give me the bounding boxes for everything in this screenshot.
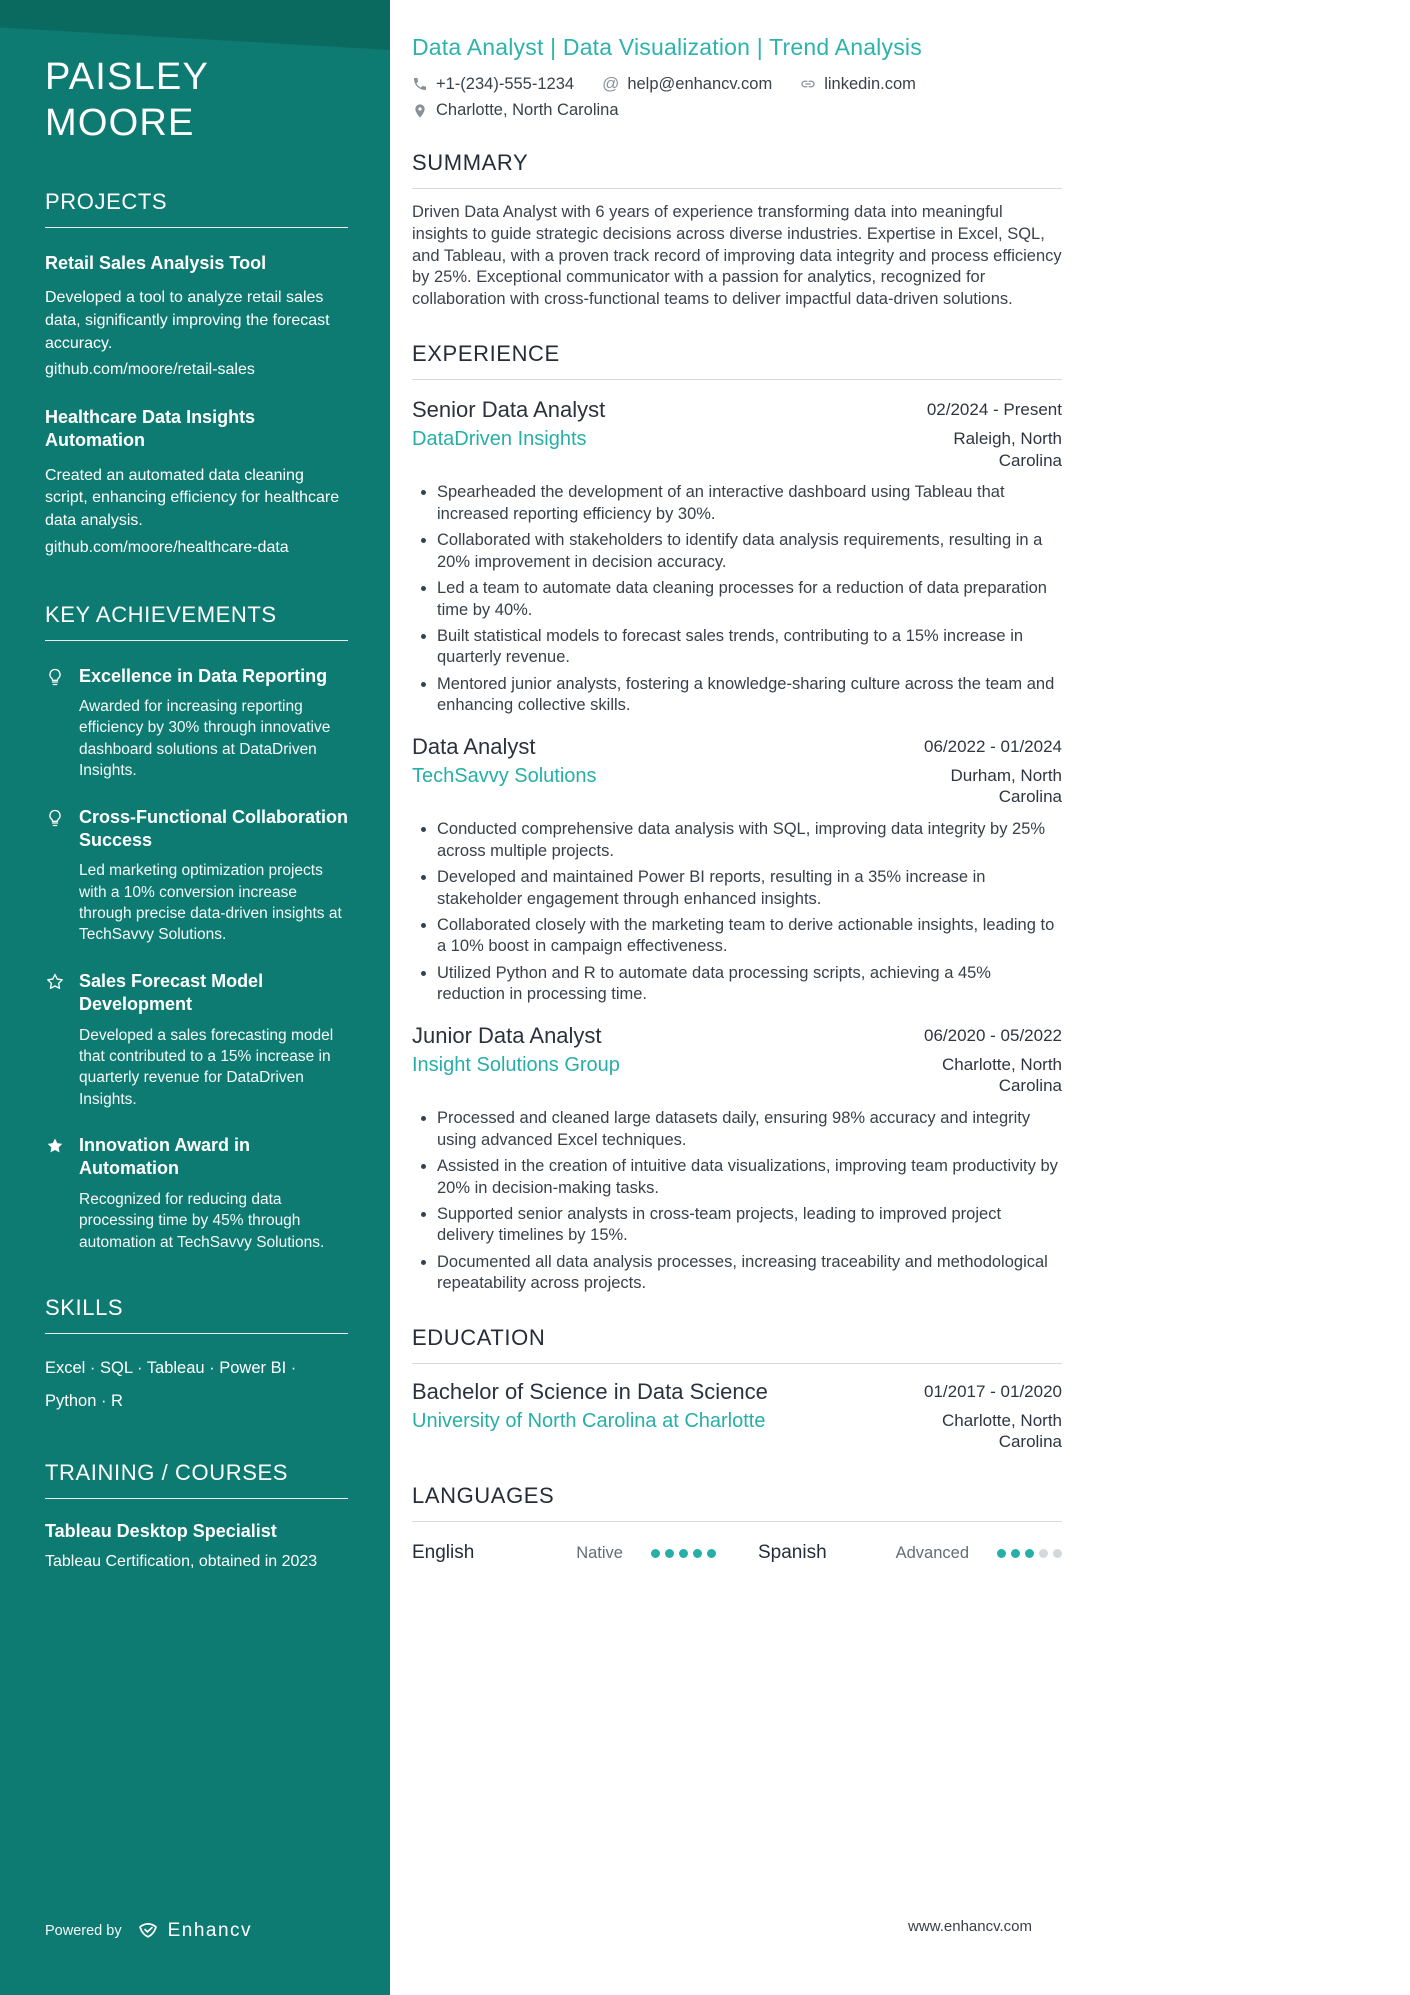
job-bullet: • Documented all data analysis processes, increasing traceability and methodological repeatability across projects.	[437, 1252, 1062, 1295]
education-section	[412, 1325, 1062, 1454]
job-bullet: • Spearheaded the development of an interactive dashboard using Tableau that increased reporting efficiency by 30%.	[437, 482, 1062, 525]
sidebar	[0, 0, 390, 1995]
project-description: Created an automated data cleaning script, enhancing efficiency for healthcare data analysis.	[45, 466, 340, 530]
achievement-description: Recognized for reducing data processing time by 45% through automation at TechSavvy Solutions.	[79, 1190, 325, 1251]
location-pin-icon	[412, 103, 428, 119]
achievement-title: Excellence in Data Reporting	[79, 665, 328, 686]
degree-title: Bachelor of Science in Data Science	[412, 1378, 768, 1404]
job-dates: 02/2024 - Present	[926, 399, 1062, 419]
job-location: Charlotte, North Carolina	[942, 1054, 1062, 1096]
linkedin-contact[interactable]	[800, 75, 916, 94]
enhancv-brand[interactable]	[136, 1919, 252, 1943]
powered-by-label: Powered by	[45, 1923, 122, 1939]
job-dates: 06/2020 - 05/2022	[923, 1025, 1062, 1045]
sidebar-top-accent	[0, 0, 390, 50]
email-contact[interactable]	[602, 74, 772, 94]
job-entry	[412, 397, 1062, 717]
job-bullets	[412, 819, 1062, 1006]
school-name: University of North Carolina at Charlotte	[412, 1409, 766, 1432]
enhancv-site-link[interactable]: www.enhancv.com	[908, 1918, 1032, 1935]
level-dot-filled	[679, 1549, 688, 1558]
contact-row	[412, 74, 1062, 94]
linkedin-text: linkedin.com	[824, 74, 916, 93]
lightbulb-icon	[45, 806, 79, 853]
main-column	[390, 0, 1410, 1995]
sidebar-footer	[45, 1919, 252, 1943]
achievement-title: Sales Forecast Model Development	[79, 970, 264, 1015]
name-line-1: PAISLEY	[45, 56, 209, 98]
job-bullet: • Supported senior analysts in cross-team projects, leading to improved project delivery timelines by 15%.	[437, 1204, 1062, 1247]
project-link[interactable]: github.com/moore/healthcare-data	[45, 538, 289, 556]
job-bullet: • Built statistical models to forecast sales trends, contributing to a 15% increase in quarterly revenue.	[437, 626, 1062, 669]
summary-heading: SUMMARY	[412, 150, 1062, 189]
projects-section	[45, 189, 348, 560]
achievement-item	[45, 970, 348, 1110]
job-company: DataDriven Insights	[412, 427, 587, 450]
languages-heading: LANGUAGES	[412, 1483, 1062, 1522]
training-heading: TRAINING / COURSES	[45, 1460, 348, 1499]
skills-heading: SKILLS	[45, 1295, 348, 1334]
job-bullet: • Utilized Python and R to automate data processing scripts, achieving a 45% reduction in processing time.	[437, 963, 1062, 1006]
project-link[interactable]: github.com/moore/retail-sales	[45, 361, 255, 379]
project-title: Healthcare Data Insights Automation	[45, 406, 256, 451]
language-entry	[412, 1542, 716, 1564]
project-item	[45, 406, 348, 560]
experience-heading: EXPERIENCE	[412, 341, 1062, 380]
education-dates: 01/2017 - 01/2020	[923, 1381, 1062, 1401]
summary-text: Driven Data Analyst with 6 years of experience transforming data into meaningful insights to guide strategic decisions across diverse industries. Expertise in Excel, SQL, and Tableau, with a proven track record of improving data integrity and process efficiency by 25%. Exceptional communicator with a passion for analytics, recognized for collaboration with cross-functional teams to deliver impactful data-driven solutions.	[412, 203, 1062, 309]
headline: Data Analyst | Data Visualization | Trend Analysis	[412, 34, 922, 60]
location-contact	[412, 101, 619, 120]
summary-section	[412, 150, 1062, 311]
job-title: Senior Data Analyst	[412, 396, 606, 422]
achievement-description: Developed a sales forecasting model that contributed to a 15% increase in quarterly revenue for DataDriven Insights.	[79, 1026, 334, 1108]
language-level-dots	[651, 1549, 716, 1558]
languages-section	[412, 1483, 1062, 1564]
language-level: Advanced	[895, 1543, 969, 1562]
language-name: English	[412, 1542, 475, 1564]
location-text: Charlotte, North Carolina	[436, 101, 619, 119]
project-description: Developed a tool to analyze retail sales data, significantly improving the forecast accuracy.	[45, 289, 330, 352]
job-company: Insight Solutions Group	[412, 1053, 620, 1076]
name-line-2: MOORE	[45, 102, 195, 145]
course-title: Tableau Desktop Specialist	[45, 1521, 277, 1541]
level-dot-empty	[1053, 1549, 1062, 1558]
phone-icon	[412, 76, 428, 92]
education-location: Charlotte, North Carolina	[942, 1410, 1062, 1452]
job-bullet: • Assisted in the creation of intuitive data visualizations, improving team productivity by 20% in decision-making tasks.	[437, 1156, 1062, 1199]
job-location: Raleigh, North Carolina	[953, 428, 1062, 470]
experience-section	[412, 341, 1062, 1295]
job-bullet: • Processed and cleaned large datasets daily, ensuring 98% accuracy and integrity using advanced Excel techniques.	[437, 1108, 1062, 1151]
job-bullet: • Developed and maintained Power BI reports, resulting in a 35% increase in stakeholder engagement through enhanced insights.	[437, 867, 1062, 910]
job-entry	[412, 734, 1062, 1006]
language-level-dots	[997, 1549, 1062, 1558]
star-filled-icon	[45, 1134, 79, 1181]
job-title: Junior Data Analyst	[412, 1022, 602, 1048]
achievement-item	[45, 806, 348, 946]
achievement-item	[45, 1134, 348, 1253]
level-dot-empty	[1039, 1549, 1048, 1558]
level-dot-filled	[1011, 1549, 1020, 1558]
language-entry	[758, 1542, 1062, 1564]
job-bullets	[412, 482, 1062, 716]
phone-contact[interactable]	[412, 75, 574, 94]
link-icon	[800, 76, 816, 92]
contact-row-location	[412, 101, 1062, 120]
job-location: Durham, North Carolina	[950, 765, 1062, 807]
achievement-title: Innovation Award in Automation	[79, 1135, 251, 1179]
level-dot-filled	[693, 1549, 702, 1558]
course-description: Tableau Certification, obtained in 2023	[45, 1553, 318, 1570]
candidate-name	[45, 54, 348, 147]
job-dates: 06/2022 - 01/2024	[923, 736, 1062, 756]
level-dot-filled	[665, 1549, 674, 1558]
achievement-item	[45, 665, 348, 782]
job-bullet: • Mentored junior analysts, fostering a knowledge-sharing culture across the team and enhancing collective skills.	[437, 674, 1062, 717]
project-title: Retail Sales Analysis Tool	[45, 252, 267, 273]
phone-text: +1-(234)-555-1234	[436, 74, 575, 93]
achievement-description: Awarded for increasing reporting efficiency by 30% through innovative dashboard solutions at DataDriven Insights.	[79, 698, 331, 780]
achievement-description: Led marketing optimization projects with a 10% conversion increase through precise data-driven insights at TechSavvy Solutions.	[79, 862, 342, 944]
level-dot-filled	[707, 1549, 716, 1558]
enhancv-logo-icon	[136, 1919, 160, 1943]
star-outline-icon	[45, 970, 79, 1017]
skills-list: Excel · SQL · Tableau · Power BI · Python · R	[45, 1359, 297, 1410]
enhancv-brand-text: Enhancv	[167, 1920, 253, 1941]
lightbulb-icon	[45, 665, 79, 688]
project-item	[45, 252, 348, 382]
job-bullet: • Conducted comprehensive data analysis with SQL, improving data integrity by 25% across multiple projects.	[437, 819, 1062, 862]
level-dot-filled	[1025, 1549, 1034, 1558]
education-heading: EDUCATION	[412, 1325, 1062, 1364]
job-bullets	[412, 1108, 1062, 1295]
achievements-section	[45, 602, 348, 1253]
achievement-title: Cross-Functional Collaboration Success	[79, 806, 349, 850]
projects-heading: PROJECTS	[45, 189, 348, 228]
job-title: Data Analyst	[412, 733, 536, 759]
job-bullet: • Led a team to automate data cleaning processes for a reduction of data preparation time by 40%.	[437, 578, 1062, 621]
training-section	[45, 1460, 348, 1574]
job-bullet: • Collaborated with stakeholders to identify data analysis requirements, resulting in a 20% improvement in decision accuracy.	[437, 530, 1062, 573]
level-dot-filled	[651, 1549, 660, 1558]
email-icon: @	[602, 74, 620, 93]
job-entry	[412, 1023, 1062, 1295]
language-name: Spanish	[758, 1542, 827, 1564]
language-level: Native	[576, 1543, 623, 1562]
achievements-heading: KEY ACHIEVEMENTS	[45, 602, 348, 641]
job-bullet: • Collaborated closely with the marketing team to derive actionable insights, leading to a 10% boost in campaign effectiveness.	[437, 915, 1062, 958]
level-dot-filled	[997, 1549, 1006, 1558]
skills-section	[45, 1295, 348, 1418]
email-text: help@enhancv.com	[627, 74, 773, 93]
job-company: TechSavvy Solutions	[412, 764, 597, 787]
